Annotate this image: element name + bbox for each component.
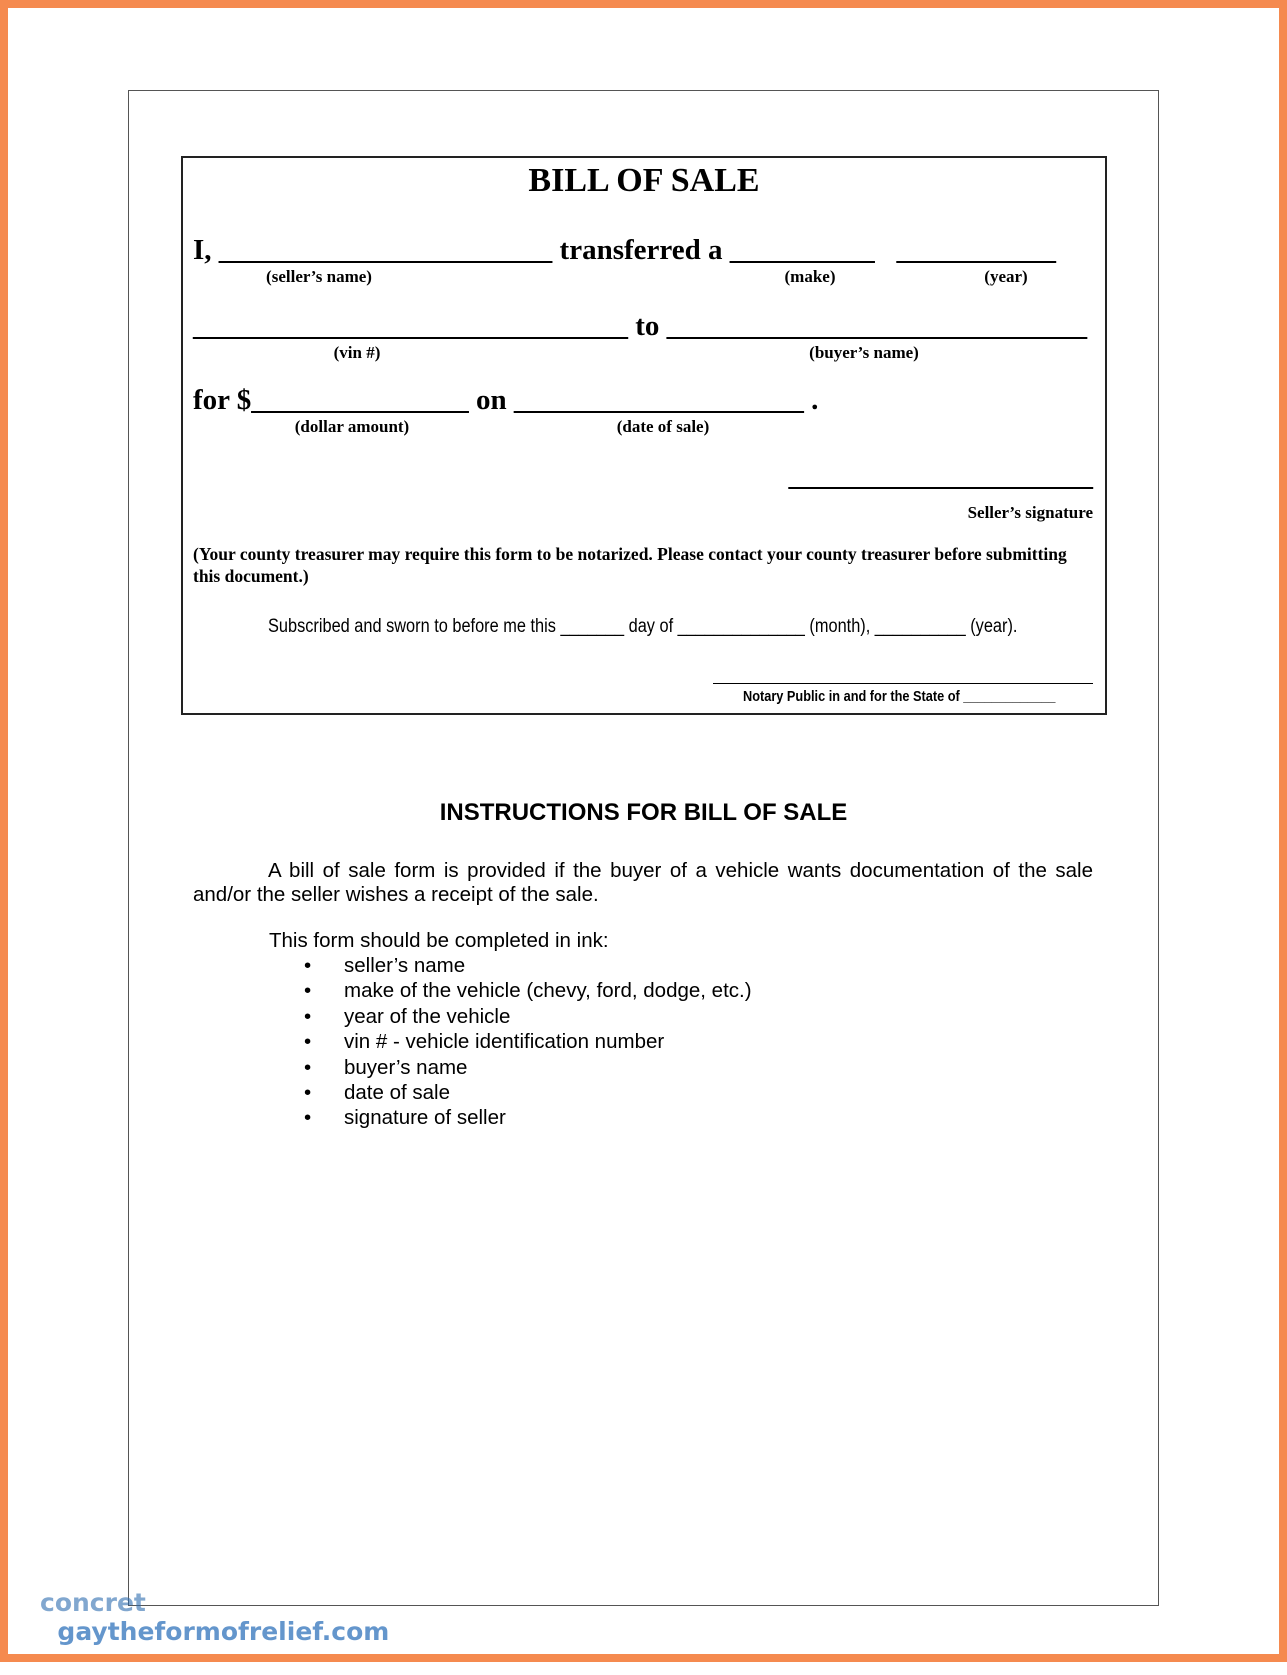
caption-make: (make) [784,267,836,286]
bullet-icon: • [304,954,312,977]
caption-year: (year) [984,267,1028,286]
instructions-paragraph: A bill of sale form is provided if the buyer of a vehicle wants documentation of the sale and/or the seller wishes a receipt of the sale. [193,859,1093,906]
list-item: • make of the vehicle (chevy, ford, dodge, etc.) [304,979,752,1003]
seller-signature-label: Seller’s signature [967,503,1093,522]
notary-public-label: Notary Public in and for the State of _____________ [743,688,1056,705]
list-item: • year of the vehicle [304,1004,511,1028]
notary-signature-line [713,683,1093,684]
ink-instruction: This form should be completed in ink: [269,929,609,952]
required-fields-list [304,953,752,1131]
bullet-icon: • [304,1081,312,1105]
watermark-overlay-text: concret [40,1588,146,1617]
bullet-icon: • [304,1004,312,1028]
seller-transfer-line: I, _______________________ transferred a __________ ___________ [193,234,1056,266]
document-page [128,90,1159,1606]
seller-signature-line: _____________________ [788,460,1093,492]
bill-of-sale-form [181,156,1107,715]
form-title: BILL OF SALE [528,162,760,199]
list-item: • vin # - vehicle identification number [304,1030,665,1054]
instructions-title: INSTRUCTIONS FOR BILL OF SALE [439,799,848,826]
bullet-icon: • [304,1055,312,1079]
list-item: • date of sale [304,1081,450,1105]
notarization-notice: (Your county treasurer may require this form to be notarized. Please contact your county treasurer before submitting this document.) [193,544,1067,586]
bullet-icon: • [304,1106,312,1130]
bullet-icon: • [304,979,312,1003]
watermark-text: gaytheformofrelief.com [57,1617,390,1646]
list-item: • seller’s name [304,954,466,977]
caption-sellers-name: (seller’s name) [266,267,372,286]
vin-buyer-line: ______________________________ to _____________________________ [193,310,1088,342]
caption-vin: (vin #) [333,343,381,362]
list-item: • buyer’s name [304,1055,468,1079]
caption-date-of-sale: (date of sale) [616,417,710,436]
sworn-statement: Subscribed and sworn to before me this _______ day of ______________ (month), __________ (year). [268,616,1018,637]
bullet-icon: • [304,1030,312,1054]
caption-buyers-name: (buyer’s name) [809,343,919,362]
list-item: • signature of seller [304,1106,506,1130]
caption-dollar-amount: (dollar amount) [294,417,410,436]
amount-date-line: for $_______________ on ____________________ . [193,384,819,416]
